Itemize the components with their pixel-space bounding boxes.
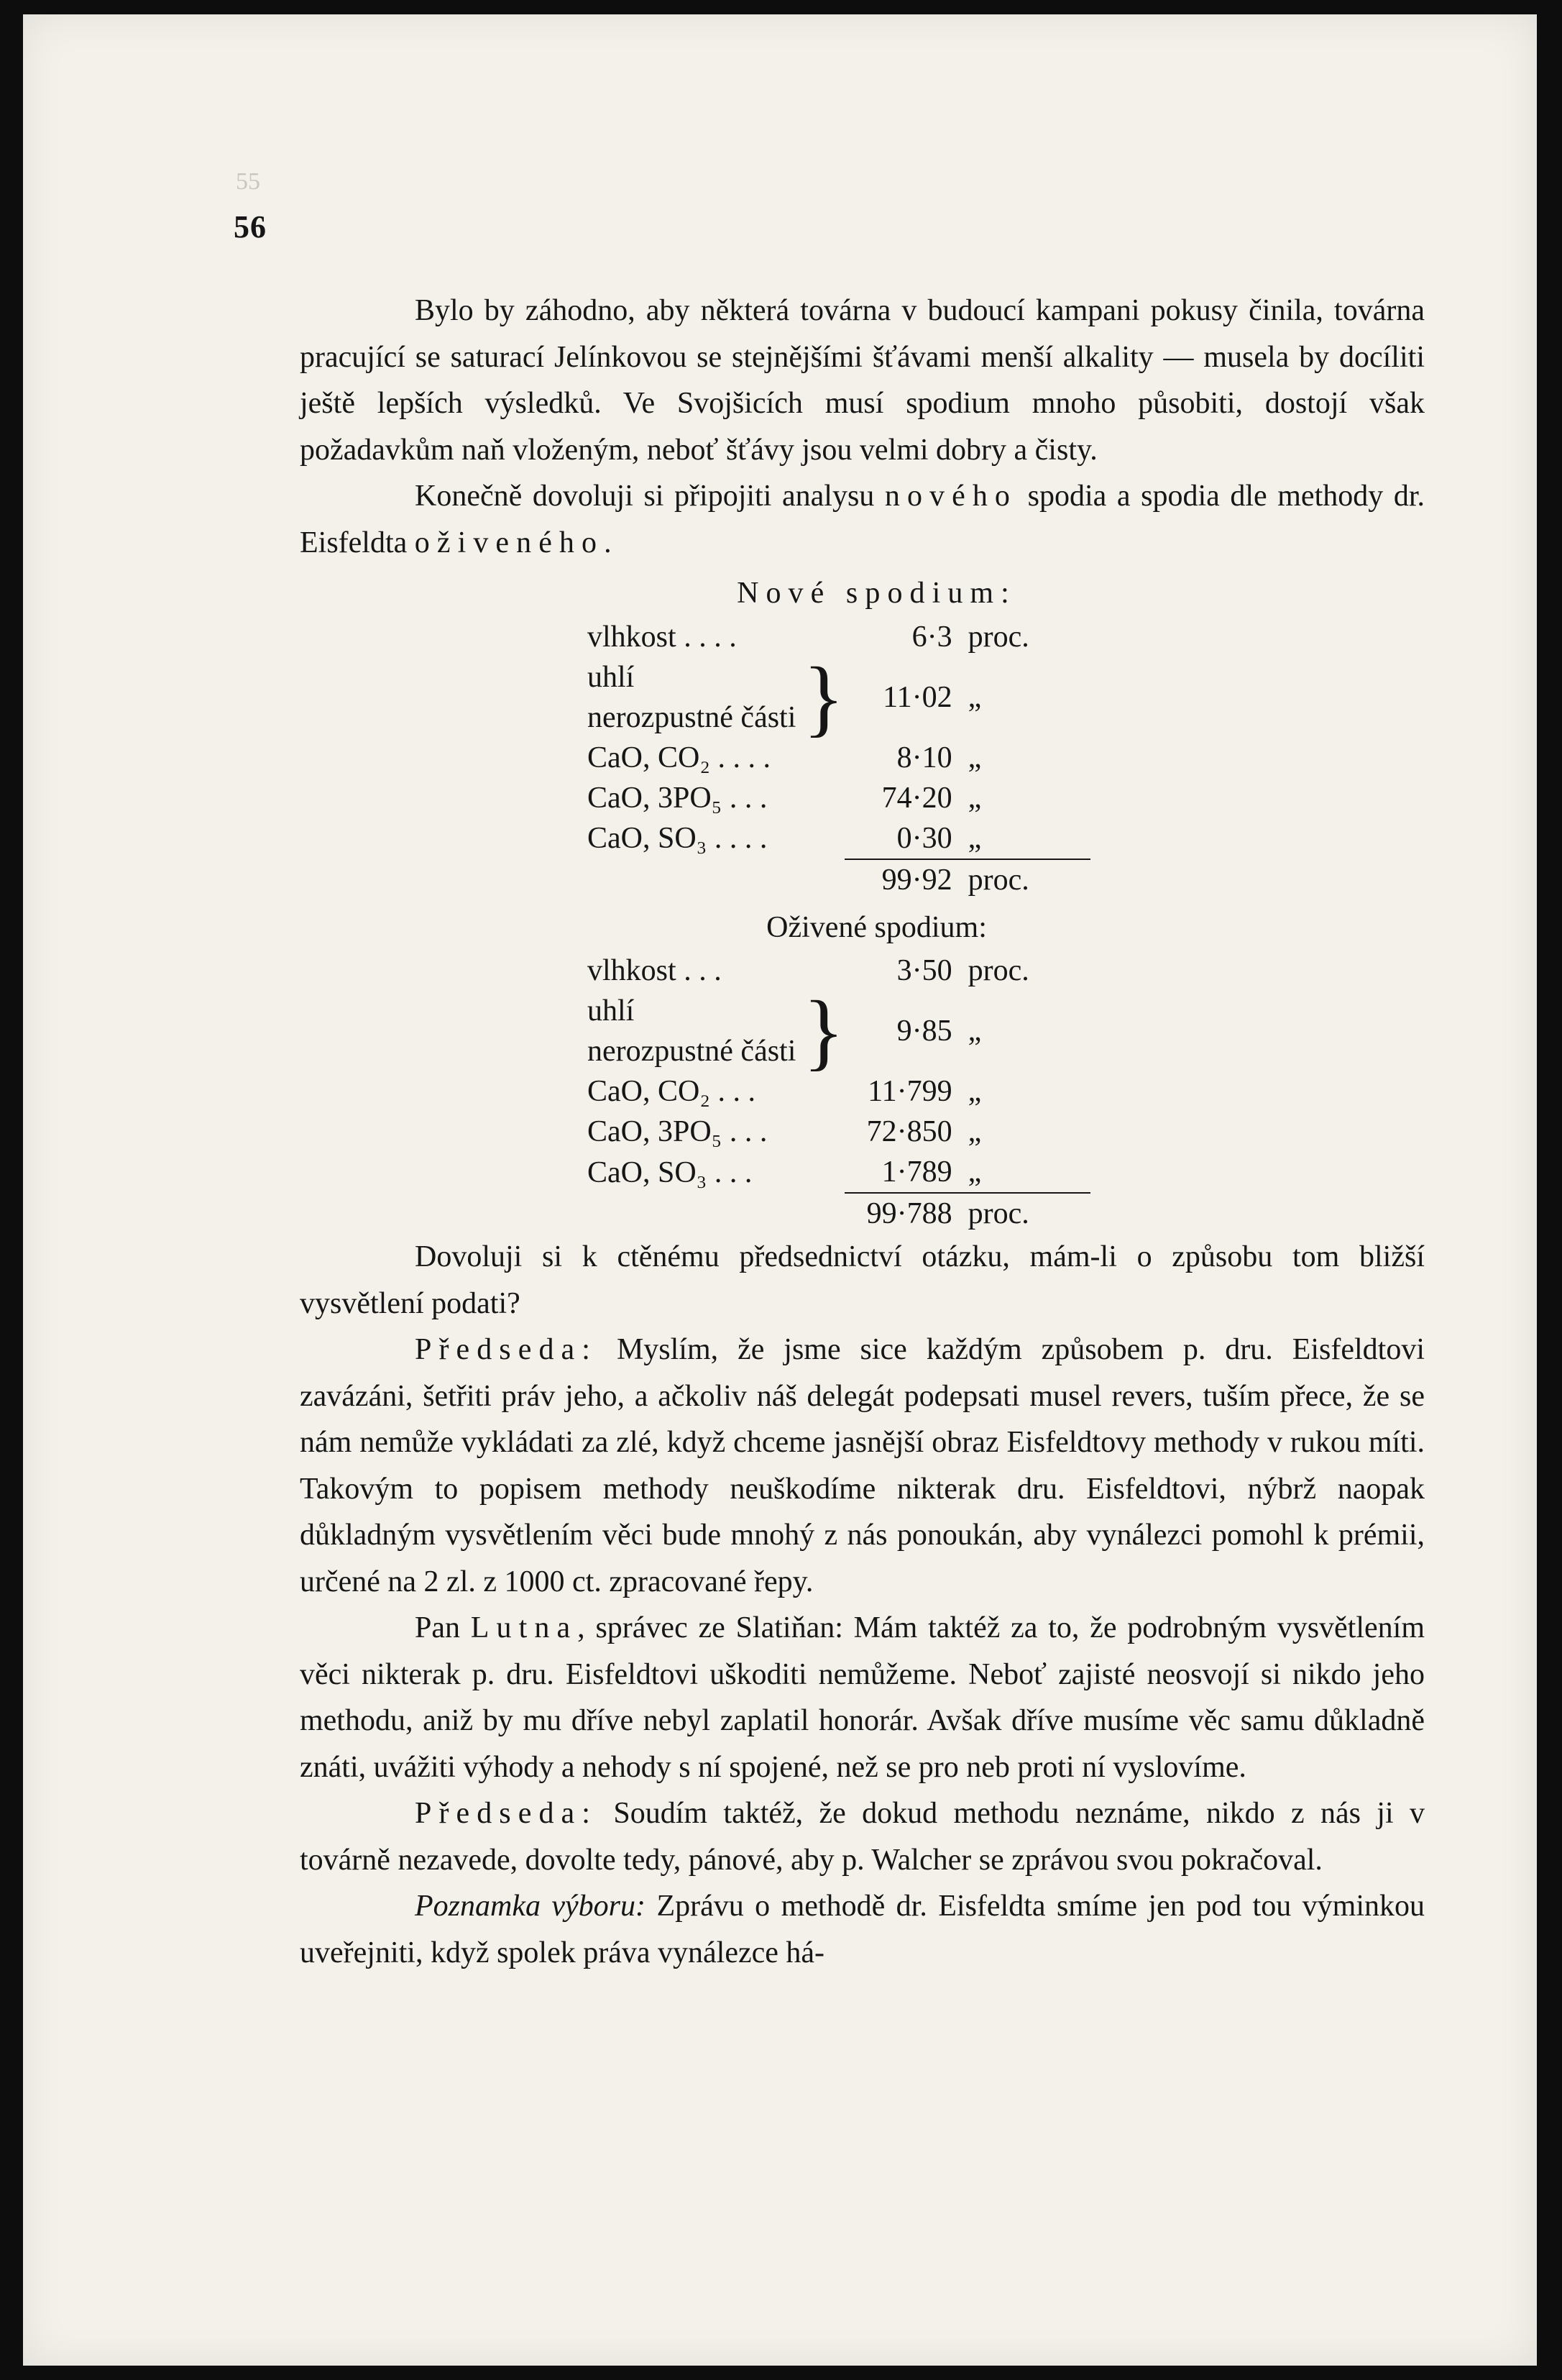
row-leader: . . . .: [684, 620, 737, 654]
row-value: 9·85: [896, 1015, 952, 1048]
row-value: 0·30: [896, 821, 952, 855]
row-leader: . . .: [684, 954, 722, 987]
p2-emph-revived: oživeného: [414, 526, 605, 559]
table-row: [587, 1112, 1090, 1152]
total-unit: proc.: [952, 859, 1090, 900]
ghost-page-number: 55: [236, 168, 260, 195]
lutna-text: Mám taktéž za to, že podrobným vysvětlením věci nikterak p. dru. Eisfeldtovi uškoditi nemůžeme. Neboť zajisté neosvojí si nikdo jeho methodu, aniž by mu dříve nebyl zaplatil honorár. Avšak dříve musíme věc samu důkladně znáti, uvážiti výhody a nehody s ní spojené, než se pro neb proti ní vyslovíme.: [300, 1611, 1425, 1784]
table-total-row: [587, 1193, 1090, 1234]
table-row: [587, 991, 1090, 1031]
row-leader: . . . .: [714, 822, 768, 855]
table-row: [587, 818, 1090, 859]
row-unit: proc.: [968, 954, 1029, 987]
row-value: 11·02: [883, 680, 952, 714]
speaker-role: , správec ze Slatiňan:: [577, 1611, 843, 1644]
row-label: CaO, 3PO₅: [587, 1115, 722, 1148]
p2-text-e: .: [604, 526, 612, 559]
total-value: 99·92: [845, 859, 952, 900]
total-unit: proc.: [952, 1193, 1090, 1234]
row-value: 8·10: [896, 741, 952, 774]
row-unit: proc.: [968, 620, 1029, 654]
brace-mark: }: [803, 649, 845, 745]
committee-note-paragraph: [300, 1883, 1425, 1976]
row-value: 11·799: [868, 1075, 952, 1108]
paragraph-2: [300, 473, 1425, 566]
body-text: [300, 288, 1425, 1976]
table-revived: [587, 951, 1090, 1234]
speaker-prefix: Pan: [415, 1611, 471, 1644]
speaker-lutna: Lutna: [470, 1611, 578, 1644]
row-unit: „: [968, 1155, 982, 1189]
book-page: [23, 14, 1537, 2366]
row-value: 6·3: [911, 620, 952, 654]
page-number: 56: [234, 209, 267, 244]
row-label: nerozpustné části: [587, 1035, 796, 1068]
row-unit: „: [968, 1115, 982, 1148]
note-label: Poznamka výboru:: [415, 1890, 646, 1923]
p2-emph-new: nového: [884, 480, 1018, 513]
row-unit: „: [968, 741, 982, 774]
row-label: nerozpustné části: [587, 700, 796, 734]
table-new-heading: Nové spodium:: [737, 577, 1016, 610]
speaker-chair-2: Předseda:: [415, 1797, 598, 1830]
row-value: 3·50: [896, 954, 952, 987]
chair-reply-paragraph: [300, 1327, 1425, 1605]
row-leader: . . .: [714, 1155, 753, 1189]
row-label: CaO, CO₂: [587, 741, 710, 774]
row-label: CaO, SO₃: [587, 822, 707, 855]
row-label: uhlí: [587, 994, 635, 1027]
row-unit: „: [968, 821, 982, 855]
table-revived-heading: Oživené spodium:: [766, 910, 987, 944]
row-value: 1·789: [881, 1155, 952, 1189]
row-value: 74·20: [881, 781, 952, 815]
table-row: [587, 657, 1090, 697]
table-new: [587, 617, 1090, 900]
chair-second-text: Soudím taktéž, že dokud methodu neznáme, nikdo z nás ji v továrně nezavede, dovolte tedy, pánové, aby p. Walcher se zprávou svou pokračoval.: [300, 1797, 1425, 1877]
table-total-row: [587, 859, 1090, 900]
row-unit: „: [968, 1015, 982, 1048]
total-value: 99·788: [845, 1193, 952, 1234]
row-leader: . . .: [717, 1075, 755, 1108]
row-unit: „: [968, 680, 982, 714]
table-row: [587, 778, 1090, 818]
row-unit: „: [968, 1075, 982, 1108]
chair-reply-text: Myslím, že jsme sice každým způsobem p. dru. Eisfeldtovi zavázáni, šetřiti práv jeho, a ačkoliv náš delegát podepsati musel revers, tuším přece, že se nám nemůže vykládati za zlé, když chceme jasnější obraz Eisfeldtovy methody v rukou míti. Takovým to popisem methody neuškodíme nikterak dru. Eisfeldtovi, nýbrž naopak důkladným vysvětlením věci bude mnohý z nás ponoukán, aby vynálezci pomohl k prémii, určené na 2 zl. z 1000 ct. zpracované řepy.: [300, 1333, 1425, 1598]
row-value: 72·850: [866, 1115, 952, 1148]
row-label: uhlí: [587, 660, 635, 694]
p2-text-c: spodia a spodia dle methody dr. Eisfeldta: [300, 480, 1425, 559]
brace-mark: }: [803, 983, 845, 1079]
row-label: vlhkost: [587, 954, 676, 987]
row-leader: . . .: [729, 781, 768, 815]
note-text: Zprávu o methodě dr. Eisfeldta smíme jen pod tou výminkou uveřejniti, když spolek práva vynálezce há-: [300, 1890, 1425, 1969]
row-unit: „: [968, 781, 982, 815]
row-label: vlhkost: [587, 620, 676, 654]
row-label: CaO, 3PO₅: [587, 781, 722, 815]
row-leader: . . . .: [717, 741, 771, 774]
row-label: CaO, CO₂: [587, 1075, 710, 1108]
row-leader: . . .: [729, 1115, 768, 1148]
question-paragraph: Dovoluji si k ctěnému předsednictví otázku, mám-li o způsobu tom bližší vysvětlení podati?: [300, 1240, 1425, 1320]
speaker-chair: Předseda:: [415, 1333, 598, 1366]
p2-text-a: Konečně dovoluji si připojiti analysu: [415, 480, 885, 513]
table-row: [587, 1152, 1090, 1193]
lutna-paragraph: [300, 1605, 1425, 1790]
chair-second-paragraph: [300, 1790, 1425, 1883]
row-label: CaO, SO₃: [587, 1155, 707, 1189]
paragraph-1: Bylo by záhodno, aby některá továrna v budoucí kampani pokusy činila, továrna pracující se saturací Jelínkovou se stejnějšími šťávami menší alkality — musela by docíliti ještě lepších výsledků. Ve Svojšicích musí spodium mnoho působiti, dostojí však požadavkům naň vloženým, neboť šťávy jsou velmi dobry a čisty.: [300, 294, 1425, 467]
